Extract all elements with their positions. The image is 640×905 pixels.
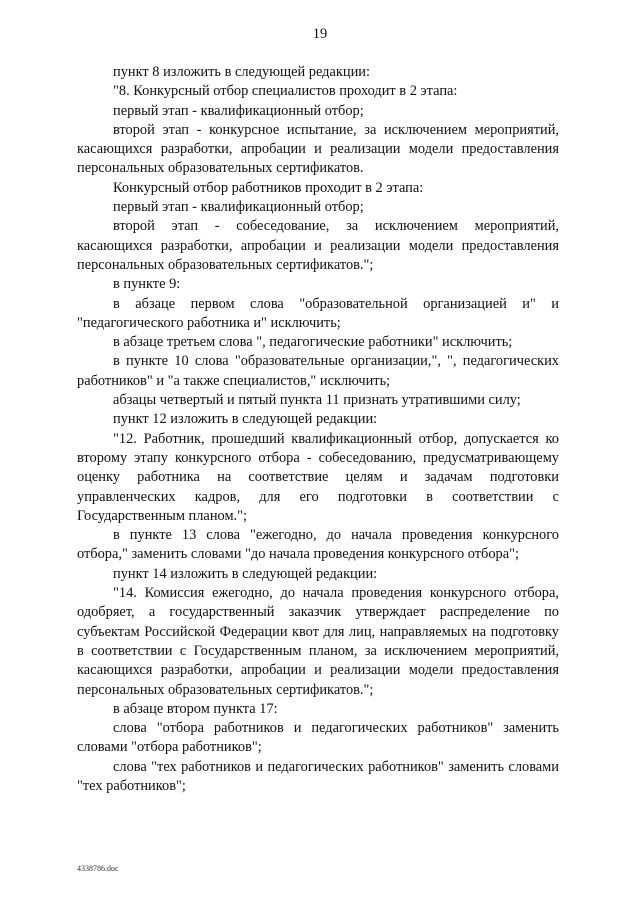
- paragraph: пункт 14 изложить в следующей редакции:: [113, 565, 378, 582]
- paragraph: второй этап - конкурсное испытание, за исключением мероприятий, касающихся разработки, апробации и реализации модели предоставления персональных образовательных сертификатов.: [77, 121, 559, 177]
- document-body: [77, 63, 559, 796]
- paragraph: слова "отбора работников и педагогических работников" заменить словами "отбора работников";: [77, 720, 559, 756]
- paragraph: "14. Комиссия ежегодно, до начала проведения конкурсного отбора, одобряет, а государственный заказчик утверждает распределение по субъектам Российской Федерации квот для лиц, направляемых на подготовку в соответствии с Государственным планом, за исключением мероприятий, касающихся разработки, апробации и реализации модели предоставления персональных образовательных сертификатов.";: [77, 585, 559, 698]
- paragraph: пункт 8 изложить в следующей редакции:: [113, 64, 370, 80]
- paragraph: абзацы четвертый и пятый пункта 11 признать утратившими силу;: [113, 392, 521, 409]
- paragraph: "12. Работник, прошедший квалификационный отбор, допускается ко второму этапу конкурсного отбора - собеседованию, предусматривающему оценку работника на соответствие целям и задачам подготовки управленческих кадров, для его подготовки в соответствии с Государственным планом.";: [77, 430, 559, 524]
- paragraph: первый этап - квалификационный отбор;: [113, 199, 364, 216]
- paragraph: второй этап - собеседование, за исключением мероприятий, касающихся разработки, апробации и реализации модели предоставления персональных образовательных сертификатов.";: [77, 218, 559, 273]
- paragraph: первый этап - квалификационный отбор;: [113, 102, 364, 119]
- paragraph: в пункте 10 слова "образовательные организации,", ", педагогических работников" и "а также специалистов," исключить;: [77, 353, 559, 389]
- paragraph: в пункте 9:: [113, 276, 181, 293]
- paragraph: пункт 12 изложить в следующей редакции:: [113, 411, 378, 428]
- paragraph: в пункте 13 слова "ежегодно, до начала проведения конкурсного отбора," заменить словами "до начала проведения конкурсного отбора";: [77, 527, 559, 563]
- page-number: 19: [312, 26, 328, 42]
- paragraph: в абзаце третьем слова ", педагогические работники" исключить;: [113, 334, 513, 351]
- paragraph: "8. Конкурсный отбор специалистов проходит в 2 этапа:: [113, 83, 458, 100]
- footer-filename: 4338786.doc: [77, 864, 119, 873]
- paragraph: слова "тех работников и педагогических работников" заменить словами "тех работников";: [77, 758, 559, 794]
- paragraph: Конкурсный отбор работников проходит в 2 этапа:: [113, 179, 424, 196]
- paragraph: в абзаце втором пункта 17:: [113, 700, 278, 717]
- paragraph: в абзаце первом слова "образовательной организацией и" и "педагогического работника и" исключить;: [77, 295, 559, 331]
